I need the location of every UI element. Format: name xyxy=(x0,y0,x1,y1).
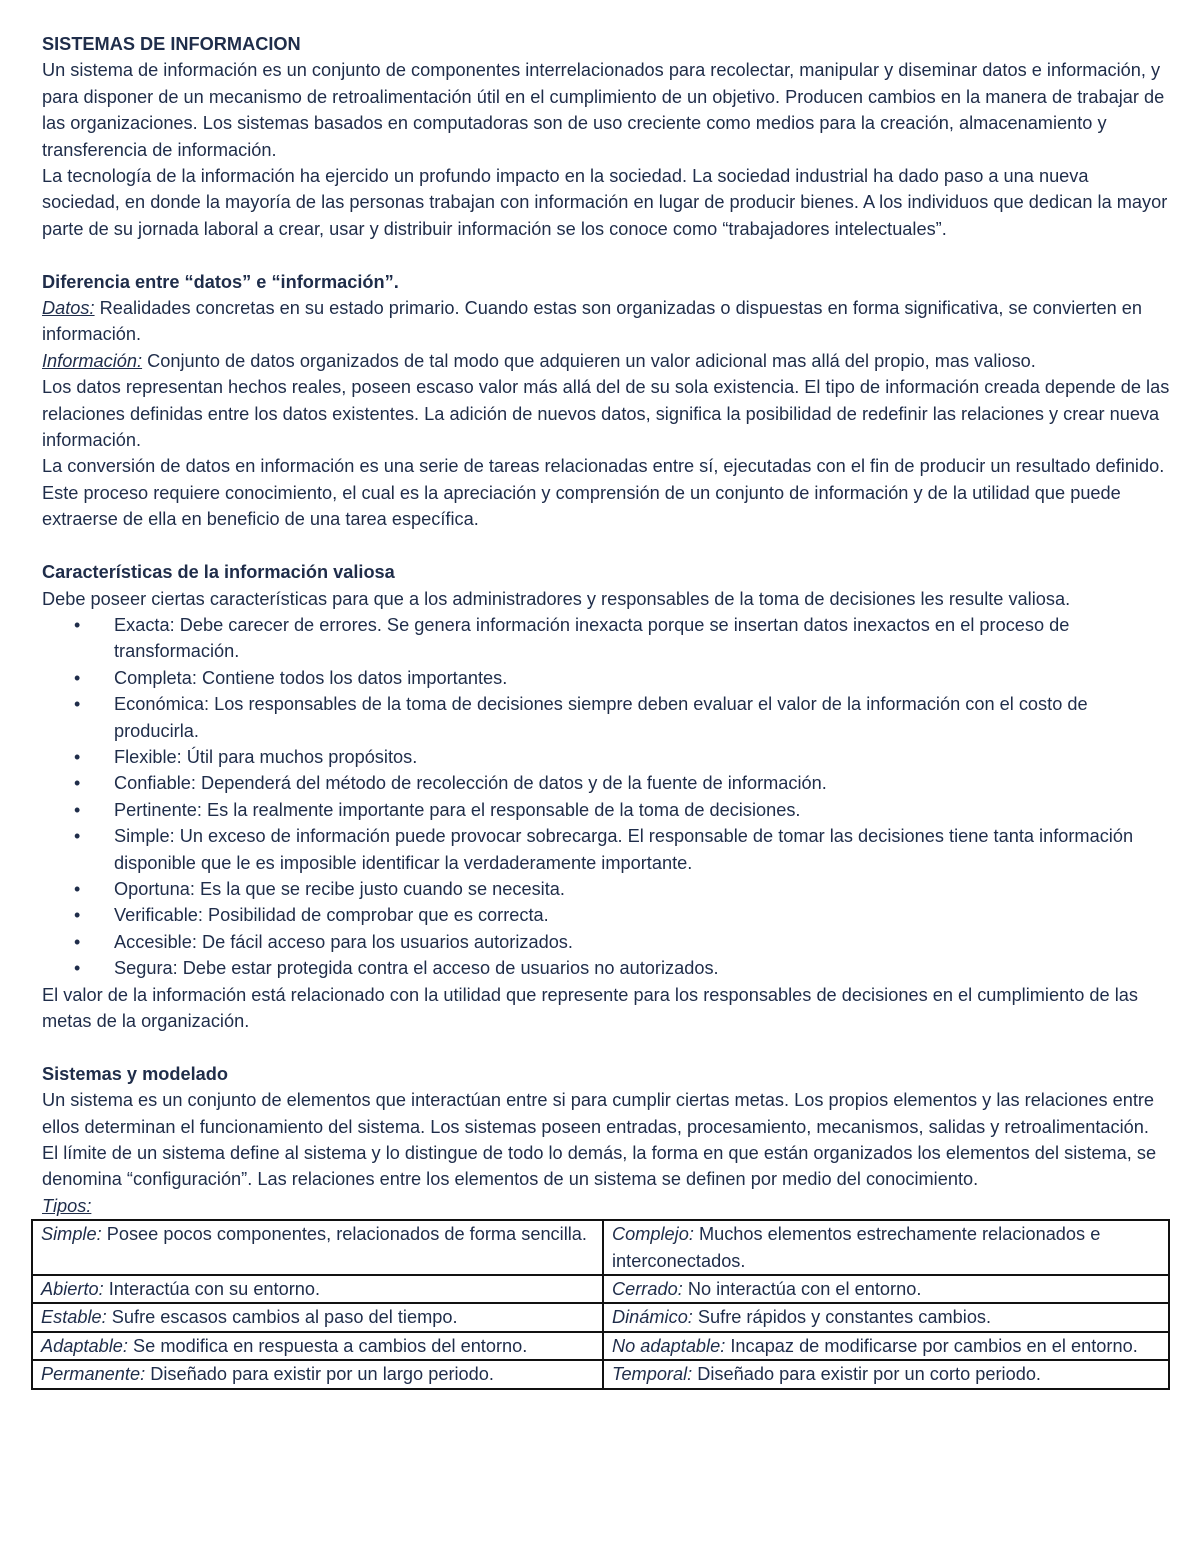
bullet-icon: • xyxy=(74,667,81,688)
bullet-icon: • xyxy=(74,614,81,635)
list-item-text: Pertinente: Es la realmente importante para el responsable de la toma de decisiones. xyxy=(114,799,801,820)
bullet-icon: • xyxy=(74,905,81,926)
sistemas-paragraph-1: Un sistema es un conjunto de elementos que interactúan entre si para cumplir ciertas metas. Los propios elementos y las relaciones entre ellos determinan el funcionamiento del sistema. Los sistemas poseen entradas, procesamiento, mecanismos, salidas y retroalimentación. xyxy=(42,1090,1155,1137)
type-name: Adaptable: xyxy=(41,1335,128,1356)
section-heading-sistemas: Sistemas y modelado xyxy=(42,1063,228,1084)
term-datos: Datos: xyxy=(42,298,95,319)
list-item xyxy=(42,902,1170,928)
table-row xyxy=(32,1275,1169,1303)
section-heading-caracteristicas: Características de la información valiosa xyxy=(42,562,395,583)
system-types-table xyxy=(31,1219,1170,1389)
list-item-text: Accesible: De fácil acceso para los usuarios autorizados. xyxy=(114,931,573,952)
type-description: Sufre escasos cambios al paso del tiempo. xyxy=(106,1307,458,1328)
type-name: Dinámico: xyxy=(612,1307,693,1328)
section-heading-diferencia: Diferencia entre “datos” e “información”. xyxy=(42,271,399,292)
bullet-icon: • xyxy=(74,826,81,847)
list-item xyxy=(42,665,1170,691)
diferencia-paragraph-1: Los datos representan hechos reales, poseen escaso valor más allá del de su sola existencia. El tipo de información creada depende de las relaciones definidas entre los datos existentes. La adición de nuevos datos, significa la posibilidad de redefinir las relaciones y crear nueva información. xyxy=(42,377,1170,451)
type-name: Complejo: xyxy=(612,1224,694,1245)
sistemas-paragraph-2: El límite de un sistema define al sistema y lo distingue de todo lo demás, la forma en que están organizados los elementos del sistema, se denomina “configuración”. Las relaciones entre los elementos de un sistema se definen por medio del conocimiento. xyxy=(42,1143,1157,1190)
list-item-text: Económica: Los responsables de la toma de decisiones siempre deben evaluar el valor de la información con el costo de producirla. xyxy=(114,694,1088,741)
table-row xyxy=(32,1303,1169,1331)
type-name: Permanente: xyxy=(41,1364,146,1385)
bullet-icon: • xyxy=(74,958,81,979)
types-label: Tipos: xyxy=(42,1195,92,1216)
list-item-text: Oportuna: Es la que se recibe justo cuando se necesita. xyxy=(114,878,565,899)
list-item-text: Verificable: Posibilidad de comprobar que es correcta. xyxy=(114,905,549,926)
bullet-icon: • xyxy=(74,746,81,767)
intro-paragraph-1: Un sistema de información es un conjunto de componentes interrelacionados para recolectar, manipular y diseminar datos e información, y para disponer de un mecanismo de retroalimentación útil en el cumplimiento de un objetivo. Producen cambios en la manera de trabajar de las organizaciones. Los sistemas basados en computadoras son de uso creciente como medios para la creación, almacenamiento y transferencia de información. xyxy=(42,60,1165,160)
bullet-icon: • xyxy=(74,694,81,715)
table-cell xyxy=(32,1303,603,1331)
list-item-text: Segura: Debe estar protegida contra el acceso de usuarios no autorizados. xyxy=(114,958,719,979)
definition-informacion xyxy=(42,348,1170,374)
document-title: SISTEMAS DE INFORMACION xyxy=(42,34,301,54)
table-cell xyxy=(603,1303,1169,1331)
type-description: Sufre rápidos y constantes cambios. xyxy=(692,1307,992,1328)
list-item-text: Simple: Un exceso de información puede provocar sobrecarga. El responsable de tomar las decisiones tiene tanta información disponible que le es imposible identificar la verdaderamente importante. xyxy=(114,826,1134,873)
type-description: Diseñado para existir por un corto periodo. xyxy=(692,1364,1041,1385)
list-item xyxy=(42,823,1170,876)
definition-datos-text: Realidades concretas en su estado primario. Cuando estas son organizadas o dispuestas en forma significativa, se convierten en información. xyxy=(42,298,1142,345)
bullet-icon: • xyxy=(74,878,81,899)
table-cell xyxy=(603,1360,1169,1388)
bullet-icon: • xyxy=(74,799,81,820)
list-item xyxy=(42,955,1170,981)
spacer xyxy=(42,1034,1170,1060)
table-cell xyxy=(32,1360,603,1388)
type-name: No adaptable: xyxy=(612,1335,726,1356)
type-description: Posee pocos componentes, relacionados de forma sencilla. xyxy=(101,1224,587,1245)
bullet-icon: • xyxy=(74,773,81,794)
list-item-text: Exacta: Debe carecer de errores. Se genera información inexacta porque se insertan datos inexactos en el proceso de transformación. xyxy=(114,614,1070,662)
diferencia-paragraph-2: La conversión de datos en información es una serie de tareas relacionadas entre sí, ejecutadas con el fin de producir un resultado definido. Este proceso requiere conocimiento, el cual es la apreciación y comprensión de un conjunto de información y de la utilidad que puede extraerse de ella en beneficio de una tarea específica. xyxy=(42,456,1165,530)
list-item xyxy=(42,691,1170,744)
list-item xyxy=(42,770,1170,796)
list-item xyxy=(42,744,1170,770)
list-item xyxy=(42,876,1170,902)
table-cell xyxy=(603,1220,1169,1275)
list-item xyxy=(42,612,1170,665)
list-item xyxy=(42,929,1170,955)
spacer xyxy=(42,242,1170,268)
caracteristicas-closing: El valor de la información está relacionado con la utilidad que represente para los responsables de decisiones en el cumplimiento de las metas de la organización. xyxy=(42,984,1138,1031)
type-name: Estable: xyxy=(41,1307,107,1328)
type-description: Muchos elementos estrechamente relacionados e interconectados. xyxy=(612,1224,1101,1271)
bullet-icon: • xyxy=(74,931,81,952)
type-name: Cerrado: xyxy=(612,1279,683,1300)
table-row xyxy=(32,1220,1169,1275)
type-description: Se modifica en respuesta a cambios del entorno. xyxy=(127,1335,528,1356)
type-name: Simple: xyxy=(41,1224,102,1245)
spacer xyxy=(42,533,1170,559)
type-description: Interactúa con su entorno. xyxy=(103,1279,321,1300)
definition-informacion-text: Conjunto de datos organizados de tal modo que adquieren un valor adicional mas allá del propio, mas valioso. xyxy=(142,350,1036,371)
table-cell xyxy=(32,1275,603,1303)
table-cell xyxy=(32,1332,603,1360)
table-row xyxy=(32,1360,1169,1388)
table-cell xyxy=(32,1220,603,1275)
list-item-text: Confiable: Dependerá del método de recolección de datos y de la fuente de información. xyxy=(114,773,827,794)
list-item-text: Flexible: Útil para muchos propósitos. xyxy=(114,746,418,767)
caracteristicas-intro: Debe poseer ciertas características para que a los administradores y responsables de la toma de decisiones les resulte valiosa. xyxy=(42,588,1071,609)
list-item-text: Completa: Contiene todos los datos importantes. xyxy=(114,667,508,688)
intro-paragraph-2: La tecnología de la información ha ejercido un profundo impacto en la sociedad. La sociedad industrial ha dado paso a una nueva sociedad, en donde la mayoría de las personas trabajan con información en lugar de producir bienes. A los individuos que dedican la mayor parte de su jornada laboral a crear, usar y distribuir información se los conoce como “trabajadores intelectuales”. xyxy=(42,166,1168,239)
type-name: Temporal: xyxy=(612,1364,693,1385)
type-description: Incapaz de modificarse por cambios en el entorno. xyxy=(725,1335,1138,1356)
table-row xyxy=(32,1332,1169,1360)
term-informacion: Información: xyxy=(42,350,143,371)
table-cell xyxy=(603,1332,1169,1360)
type-description: Diseñado para existir por un largo periodo. xyxy=(145,1364,494,1385)
caracteristicas-list xyxy=(42,612,1170,982)
type-name: Abierto: xyxy=(41,1279,104,1300)
type-description: No interactúa con el entorno. xyxy=(682,1279,922,1300)
table-cell xyxy=(603,1275,1169,1303)
list-item xyxy=(42,797,1170,823)
definition-datos xyxy=(42,295,1170,348)
